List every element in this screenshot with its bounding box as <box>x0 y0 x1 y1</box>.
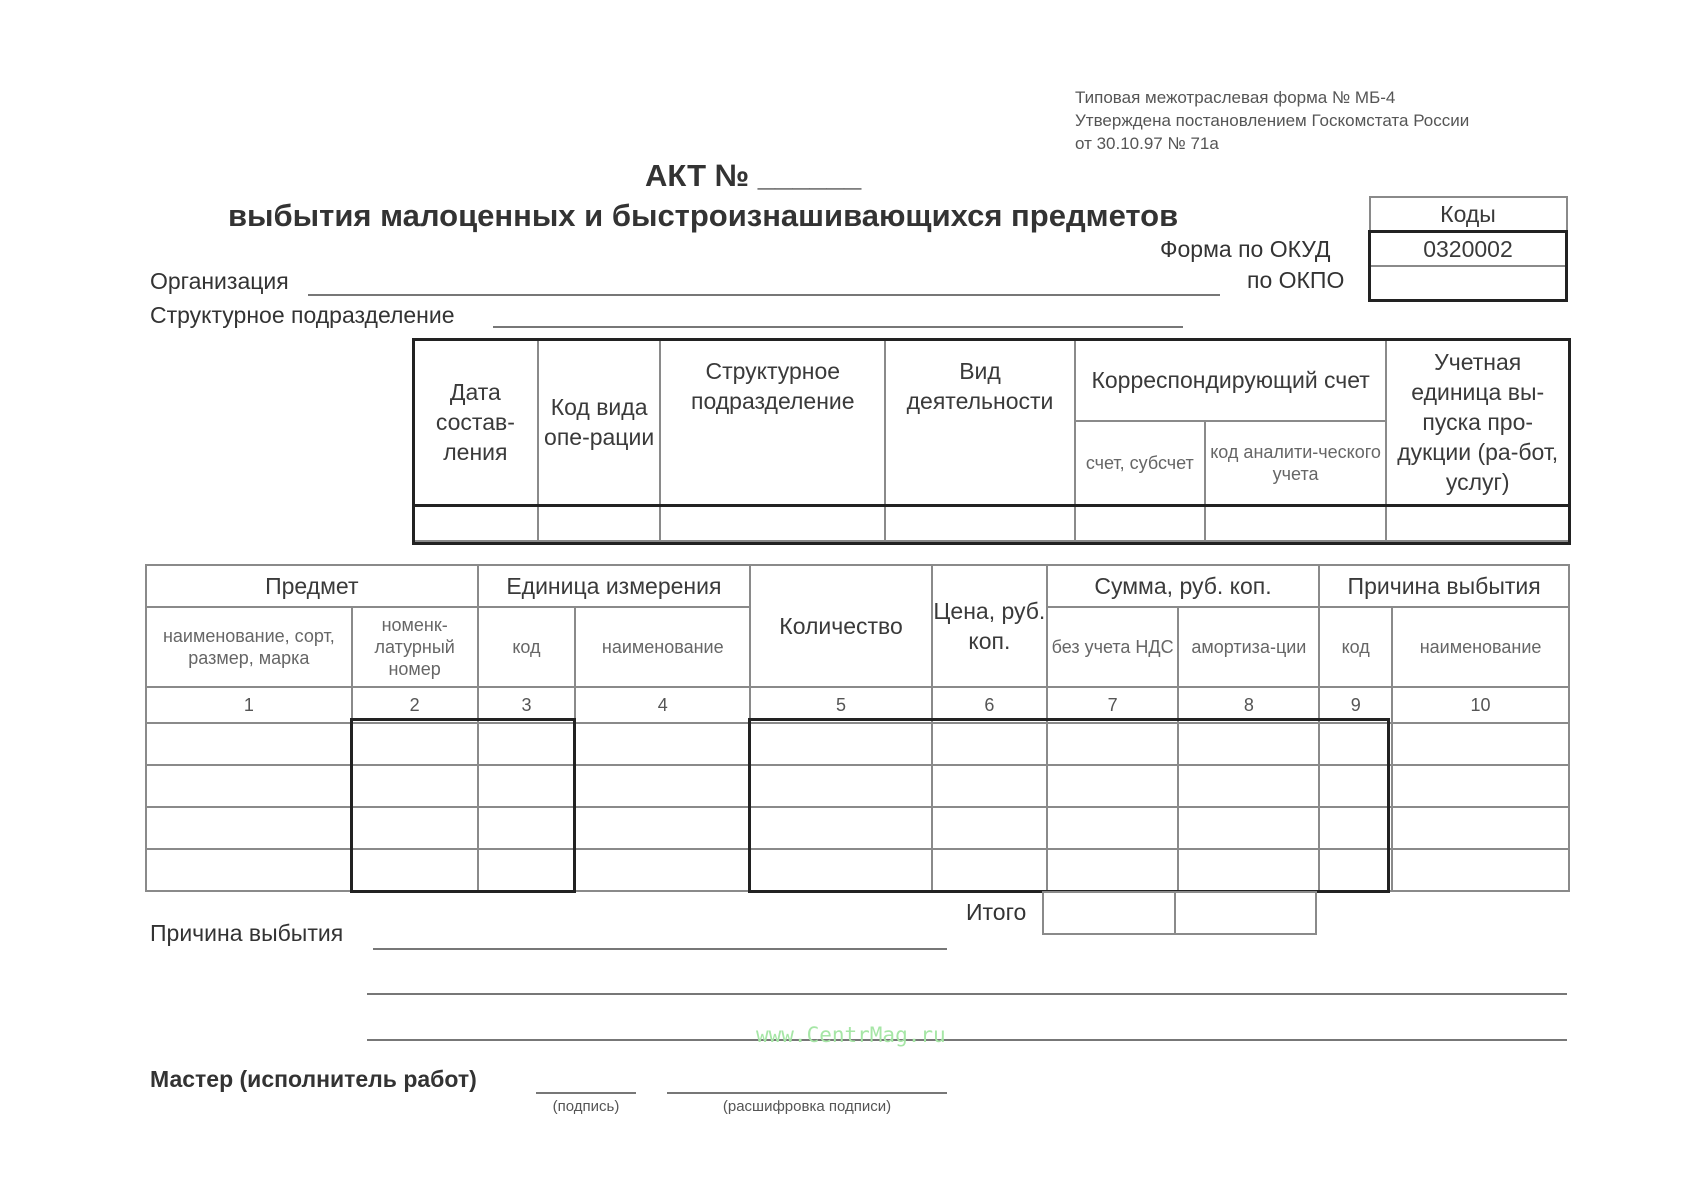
table-cell[interactable] <box>146 765 352 807</box>
codes-table <box>1368 196 1568 302</box>
organization-field[interactable] <box>308 294 1220 296</box>
table-cell[interactable] <box>750 849 932 891</box>
organization-label: Организация <box>150 268 289 294</box>
subaccount-cell[interactable] <box>1075 505 1205 541</box>
sum-without-vat-header: без учета НДС <box>1047 607 1179 687</box>
table-cell[interactable] <box>146 723 352 765</box>
okud-code-field[interactable]: 0320002 <box>1370 232 1567 267</box>
table-cell[interactable] <box>1392 765 1569 807</box>
table-cell[interactable] <box>750 723 932 765</box>
table-cell[interactable] <box>750 765 932 807</box>
master-signature-field[interactable] <box>536 1092 636 1094</box>
master-signature-decode-field[interactable] <box>667 1092 947 1094</box>
unit-name-header: наименование <box>575 607 750 687</box>
unit-cell[interactable] <box>1386 505 1569 541</box>
table-cell[interactable] <box>1047 807 1179 849</box>
table-cell[interactable] <box>932 849 1047 891</box>
table-row <box>146 723 1569 765</box>
okpo-label: по ОКПО <box>1247 267 1345 293</box>
column-number: 2 <box>352 687 478 723</box>
table-cell[interactable] <box>478 765 576 807</box>
column-number: 6 <box>932 687 1047 723</box>
totals-table <box>1042 891 1317 935</box>
column-number: 8 <box>1178 687 1319 723</box>
okpo-code-field[interactable] <box>1370 266 1567 301</box>
col-corr-subaccount-header: счет, субсчет <box>1075 421 1205 505</box>
division-field[interactable] <box>493 326 1183 328</box>
column-number: 7 <box>1047 687 1179 723</box>
reason-code-header: код <box>1319 607 1392 687</box>
table-cell[interactable] <box>575 849 750 891</box>
column-number: 5 <box>750 687 932 723</box>
watermark: www.CentrMag.ru <box>756 1023 946 1047</box>
master-label: Мастер (исполнитель работ) <box>150 1066 477 1092</box>
division-label: Структурное подразделение <box>150 302 455 328</box>
column-number: 1 <box>146 687 352 723</box>
table-cell[interactable] <box>1047 849 1179 891</box>
column-number: 4 <box>575 687 750 723</box>
total-amortization-cell[interactable] <box>1175 892 1316 934</box>
table-cell[interactable] <box>932 807 1047 849</box>
main-table <box>145 564 1570 892</box>
date-cell[interactable] <box>413 505 538 541</box>
table-cell[interactable] <box>1047 723 1179 765</box>
item-name-header: наименование, сорт, размер, марка <box>146 607 352 687</box>
operation-code-cell[interactable] <box>538 505 661 541</box>
table-row <box>146 807 1569 849</box>
form-reference-line2: Утверждена постановлением Госкомстата России <box>1075 111 1470 130</box>
table-cell[interactable] <box>1319 807 1392 849</box>
signature-decode-caption: (расшифровка подписи) <box>722 1098 892 1115</box>
col-corr-analytic-header: код аналити-ческого учета <box>1205 421 1387 505</box>
group-reason-header: Причина выбытия <box>1319 565 1569 607</box>
column-number: 10 <box>1392 687 1569 723</box>
table-cell[interactable] <box>1178 765 1319 807</box>
table-cell[interactable] <box>932 723 1047 765</box>
table-cell[interactable] <box>1392 807 1569 849</box>
form-reference-line3: от 30.10.97 № 71а <box>1075 134 1219 153</box>
table-cell[interactable] <box>352 807 478 849</box>
table-cell[interactable] <box>478 849 576 891</box>
division-cell[interactable] <box>660 505 885 541</box>
activity-cell[interactable] <box>885 505 1075 541</box>
table-cell[interactable] <box>932 765 1047 807</box>
group-sum-header: Сумма, руб. коп. <box>1047 565 1320 607</box>
group-unit-header: Единица измерения <box>478 565 751 607</box>
item-nomenclature-header: номенк-латурный номер <box>352 607 478 687</box>
table-cell[interactable] <box>352 849 478 891</box>
table-cell[interactable] <box>575 723 750 765</box>
table-cell[interactable] <box>1178 723 1319 765</box>
analytic-code-cell[interactable] <box>1205 505 1387 541</box>
sum-amortization-header: амортиза-ции <box>1178 607 1319 687</box>
column-number: 3 <box>478 687 576 723</box>
col-date-header: Дата состав-ления <box>413 339 538 505</box>
table-cell[interactable] <box>1392 723 1569 765</box>
codes-header: Коды <box>1370 197 1567 232</box>
totals-label: Итого <box>966 899 1027 925</box>
reason-field-line1[interactable] <box>373 948 947 950</box>
form-reference-line1: Типовая межотраслевая форма № МБ-4 <box>1075 88 1396 107</box>
group-item-header: Предмет <box>146 565 478 607</box>
act-subtitle: выбытия малоценных и быстроизнашивающихся предметов <box>228 198 1179 233</box>
reason-field-line3[interactable] <box>367 1039 1567 1041</box>
act-number-title: АКТ № ______ <box>645 158 862 193</box>
table-cell[interactable] <box>1178 849 1319 891</box>
reason-name-header: наименование <box>1392 607 1569 687</box>
table-row <box>146 765 1569 807</box>
table-cell[interactable] <box>146 807 352 849</box>
table-cell[interactable] <box>575 765 750 807</box>
form-reference <box>1075 86 1469 155</box>
table-cell[interactable] <box>1319 765 1392 807</box>
table-cell[interactable] <box>575 807 750 849</box>
table-cell[interactable] <box>1319 723 1392 765</box>
reason-field-line2[interactable] <box>367 993 1567 995</box>
table-cell[interactable] <box>1319 849 1392 891</box>
table-cell[interactable] <box>146 849 352 891</box>
table-cell[interactable] <box>478 723 576 765</box>
table-row <box>146 849 1569 891</box>
table-cell[interactable] <box>1392 849 1569 891</box>
table-cell[interactable] <box>478 807 576 849</box>
col-corr-account-header: Корреспондирующий счет <box>1075 339 1387 421</box>
total-sum-without-vat-cell[interactable] <box>1043 892 1175 934</box>
table-cell[interactable] <box>750 807 932 849</box>
top-table <box>412 338 1570 542</box>
price-header: Цена, руб. коп. <box>932 565 1047 687</box>
col-division-header: Структурное подразделение <box>660 339 885 505</box>
signature-caption: (подпись) <box>552 1098 620 1115</box>
col-operation-code-header: Код вида опе-рации <box>538 339 661 505</box>
col-unit-header: Учетная единица вы-пуска про-дукции (ра-бот, услуг) <box>1386 339 1569 505</box>
column-number: 9 <box>1319 687 1392 723</box>
table-cell[interactable] <box>1178 807 1319 849</box>
quantity-header: Количество <box>750 565 932 687</box>
okud-label: Форма по ОКУД <box>1160 236 1331 262</box>
table-cell[interactable] <box>352 765 478 807</box>
unit-code-header: код <box>478 607 576 687</box>
table-cell[interactable] <box>1047 765 1179 807</box>
col-activity-header: Вид деятельности <box>885 339 1075 505</box>
reason-label: Причина выбытия <box>150 920 344 946</box>
table-cell[interactable] <box>352 723 478 765</box>
